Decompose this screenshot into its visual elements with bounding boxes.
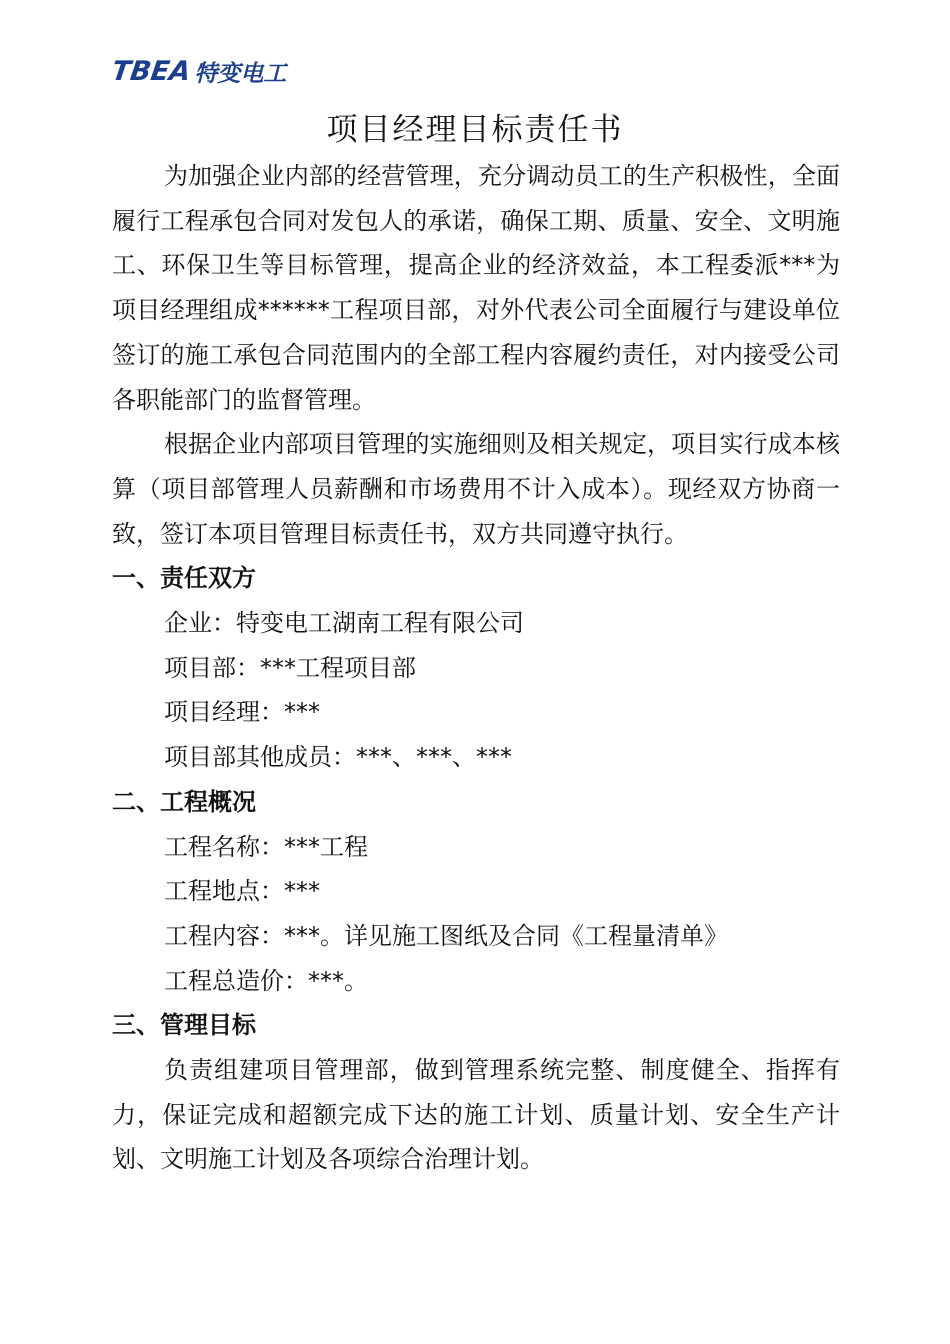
intro-paragraph: 为加强企业内部的经营管理，充分调动员工的生产积极性，全面履行工程承包合同对发包人的承诺，确保工期、质量、安全、文明施工、环保卫生等目标管理，提高企业的经济效益，本工程委派***为项目经理组成******工程项目部，对外代表公司全面履行与建设单位签订的施工承包合同范围内的全部工程内容履约责任，对内接受公司各职能部门的监督管理。 (112, 162, 840, 414)
list-item: 工程总造价：***。 (164, 966, 368, 995)
list-item: 企业：特变电工湖南工程有限公司 (164, 609, 524, 638)
document-body (112, 154, 840, 1182)
goals-paragraph: 负责组建项目管理部，做到管理系统完整、制度健全、指挥有力，保证完成和超额完成下达的施工计划、质量计划、安全生产计划、文明施工计划及各项综合治理计划。 (112, 1056, 840, 1174)
list-item: 工程内容：***。详见施工图纸及合同《工程量清单》 (164, 921, 728, 950)
section-heading-parties: 一、责任双方 (112, 564, 256, 593)
document-title: 项目经理目标责任书 (326, 112, 624, 148)
intro-paragraph: 根据企业内部项目管理的实施细则及相关规定，项目实行成本核算（项目部管理人员薪酬和市场费用不计入成本）。现经双方协商一致，签订本项目管理目标责任书，双方共同遵守执行。 (112, 430, 840, 548)
logo-text-en: TBEA (109, 55, 193, 87)
list-item: 项目部：***工程项目部 (164, 653, 416, 682)
section-heading-goals: 三、管理目标 (112, 1011, 256, 1040)
company-logo (109, 55, 287, 87)
list-item: 项目部其他成员：***、***、*** (164, 743, 512, 772)
list-item: 工程地点：*** (164, 877, 320, 906)
section-heading-overview: 二、工程概况 (112, 787, 256, 816)
logo-text-cn: 特变电工 (194, 60, 287, 87)
list-item: 项目经理：*** (164, 698, 320, 727)
list-item: 工程名称：***工程 (164, 832, 368, 861)
